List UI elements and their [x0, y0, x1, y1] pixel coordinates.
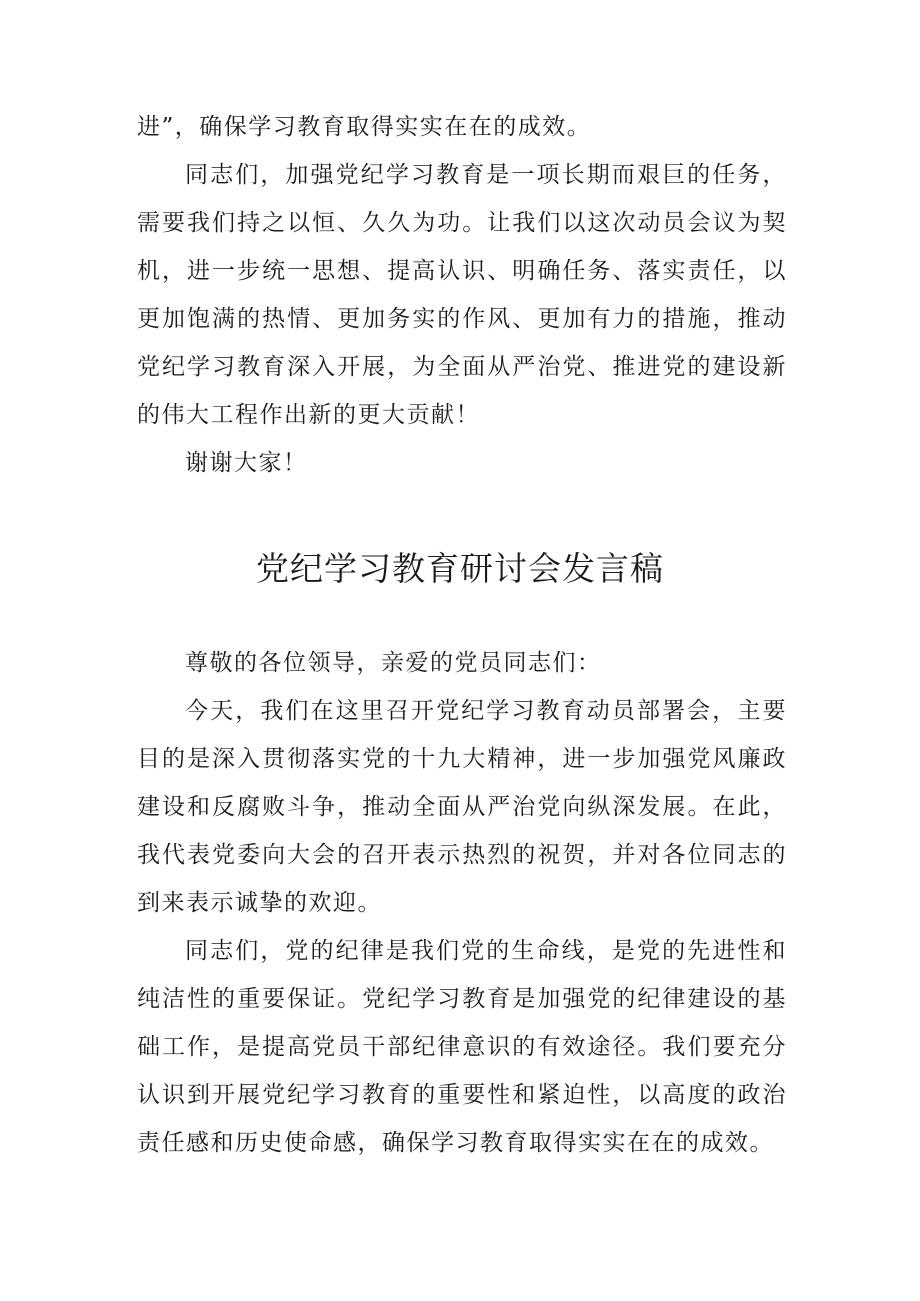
opening-paragraph: 今天，我们在这里召开党纪学习教育动员部署会，主要目的是深入贯彻落实党的十九大精神，进一步加强党风廉政建设和反腐败斗争，推动全面从严治党向纵深发展。在此，我代表党委向大会的召开表示热烈的祝贺，并对各位同志的到来表示诚挚的欢迎。: [137, 698, 787, 916]
salutation: 尊敬的各位领导，亲爱的党员同志们：: [185, 650, 602, 676]
discipline-paragraph: 同志们，党的纪律是我们党的生命线，是党的先进性和纯洁性的重要保证。党纪学习教育是加强党的纪律建设的基础工作，是提高党员干部纪律意识的有效途径。我们要充分认识到开展党纪学习教育的重要性和紧迫性，以高度的政治责任感和历史使命感，确保学习教育取得实实在在的成效。: [137, 938, 787, 1156]
document-title: 党纪学习教育研讨会发言稿: [256, 549, 664, 588]
thanks-line: 谢谢大家！: [185, 450, 308, 476]
continuation-paragraph: 进”，确保学习教育取得实实在在的成效。: [137, 114, 592, 140]
closing-paragraph: 同志们，加强党纪学习教育是一项长期而艰巨的任务，需要我们持之以恒、久久为功。让我们以这次动员会议为契机，进一步统一思想、提高认识、明确任务、落实责任，以更加饱满的热情、更加务实的作风、更加有力的措施，推动党纪学习教育深入开展，为全面从严治党、推进党的建设新的伟大工程作出新的更大贡献！: [137, 162, 787, 428]
